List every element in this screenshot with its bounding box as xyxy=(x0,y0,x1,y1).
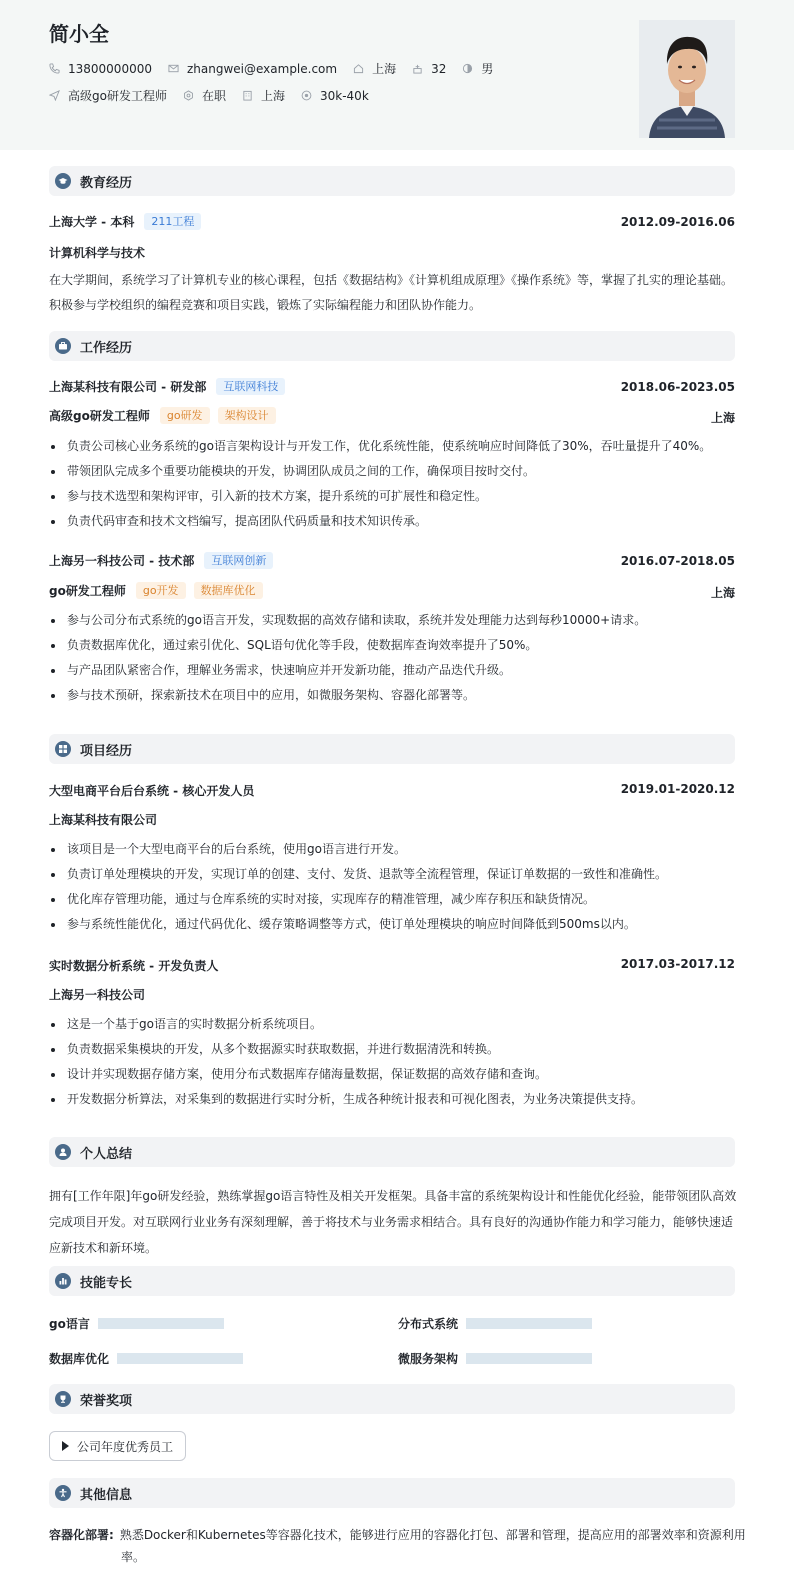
other-title: 其他信息 xyxy=(80,1487,133,1503)
work-section-header xyxy=(49,331,735,361)
grid-icon xyxy=(55,741,71,757)
skill-item xyxy=(398,1315,592,1332)
skill-level-bar xyxy=(466,1353,592,1364)
settings-icon xyxy=(183,90,194,101)
briefcase-icon xyxy=(55,338,71,354)
list-item: 参与技术预研，探索新技术在项目中的应用，如微服务架构、容器化部署等。 xyxy=(49,683,749,708)
building-icon xyxy=(242,90,253,101)
list-item: 负责订单处理模块的开发，实现订单的创建、支付、发货、退款等全流程管理，保证订单数据的一致性和准确性。 xyxy=(49,862,749,887)
work-skill-tag: go研发 xyxy=(160,407,210,424)
skill-level-bar xyxy=(117,1353,243,1364)
gender-icon xyxy=(462,63,473,74)
city-text: 上海 xyxy=(260,89,285,103)
project-date: 2019.01-2020.12 xyxy=(620,782,735,796)
phone-icon xyxy=(49,63,60,74)
education-school-row xyxy=(49,213,201,230)
mail-icon xyxy=(168,63,179,74)
send-icon xyxy=(49,90,60,101)
list-item: 参与系统性能优化，通过代码优化、缓存策略调整等方式，使订单处理模块的响应时间降低到500ms以内。 xyxy=(49,912,749,937)
resume-header xyxy=(0,0,794,150)
work-industry-tag: 互联网创新 xyxy=(204,552,273,569)
work-company-row xyxy=(49,552,273,569)
work-city: 上海 xyxy=(710,586,735,600)
age-text: 32 xyxy=(431,61,447,76)
list-item: 负责数据采集模块的开发，从多个数据源实时获取数据，并进行数据清洗和转换。 xyxy=(49,1037,749,1062)
gender-text: 男 xyxy=(481,62,494,76)
work-bullet-list xyxy=(49,434,749,534)
email-text: zhangwei@example.com xyxy=(186,61,338,76)
contact-row xyxy=(49,60,509,77)
other-info-row xyxy=(49,1524,749,1546)
position-text: 高级go研发工程师 xyxy=(68,89,167,103)
work-role-row xyxy=(49,407,276,424)
age-item xyxy=(412,62,446,76)
summary-line: 完成项目开发。对互联网行业业务有深刻理解，善于将技术与业务需求相结合。具有良好的沟通协作能力和学习能力，能够快速适 xyxy=(49,1215,734,1229)
trophy-icon xyxy=(55,1391,71,1407)
skills-section-header xyxy=(49,1266,735,1296)
email-item xyxy=(168,62,337,76)
skill-name: 分布式系统 xyxy=(398,1317,459,1331)
awards-section-header xyxy=(49,1384,735,1414)
education-tag: 211工程 xyxy=(144,213,201,230)
graduation-cap-icon xyxy=(55,173,71,189)
gender-item xyxy=(462,60,493,77)
project-date: 2017.03-2017.12 xyxy=(620,957,735,971)
home-icon xyxy=(353,63,364,74)
location-item xyxy=(353,60,396,77)
project-title: 大型电商平台后台系统 - 核心开发人员 xyxy=(49,784,255,798)
skill-level-fill xyxy=(98,1318,224,1329)
education-description xyxy=(49,268,749,318)
list-item: 这是一个基于go语言的实时数据分析系统项目。 xyxy=(49,1012,749,1037)
skill-item xyxy=(49,1315,224,1332)
work-date: 2016.07-2018.05 xyxy=(620,554,735,568)
list-item: 带领团队完成多个重要功能模块的开发，协调团队成员之间的工作，确保项目按时交付。 xyxy=(49,459,749,484)
work-company-row xyxy=(49,378,285,395)
skill-level-bar xyxy=(466,1318,592,1329)
work-bullet-list xyxy=(49,608,749,708)
skill-name: 微服务架构 xyxy=(398,1352,459,1366)
education-desc-line: 在大学期间，系统学习了计算机专业的核心课程，包括《数据结构》《计算机组成原理》《操作系统》等，掌握了扎实的理论基础。 xyxy=(49,273,734,287)
other-info-text-cont: 率。 xyxy=(121,1550,146,1564)
work-skill-tag: 数据库优化 xyxy=(194,582,263,599)
work-skill-tag: 架构设计 xyxy=(218,407,276,424)
location-text: 上海 xyxy=(372,62,397,76)
other-info-block xyxy=(49,1524,749,1568)
list-item: 负责数据库优化，通过索引优化、SQL语句优化等手段，使数据库查询效率提升了50%。 xyxy=(49,633,749,658)
candidate-name: 简小全 xyxy=(49,22,109,46)
list-item: 参与公司分布式系统的go语言开发，实现数据的高效存储和读取，系统并发处理能力达到每秒10000+请求。 xyxy=(49,608,749,633)
skill-item xyxy=(49,1350,243,1367)
city-item xyxy=(242,87,285,104)
list-item: 设计并实现数据存储方案，使用分布式数据库存储海量数据，保证数据的高效存储和查询。 xyxy=(49,1062,749,1087)
user-icon xyxy=(55,1144,71,1160)
skill-level-fill xyxy=(117,1353,243,1364)
phone-item xyxy=(49,62,152,76)
work-date: 2018.06-2023.05 xyxy=(620,380,735,394)
list-item: 开发数据分析算法，对采集到的数据进行实时分析，生成各种统计报表和可视化图表，为业务决策提供支持。 xyxy=(49,1087,749,1112)
accessibility-icon xyxy=(55,1485,71,1501)
education-section-header xyxy=(49,166,735,196)
work-company: 上海某科技有限公司 - 研发部 xyxy=(49,380,207,394)
work-city: 上海 xyxy=(710,411,735,425)
skill-name: go语言 xyxy=(49,1317,90,1331)
money-icon xyxy=(301,90,312,101)
work-role-row xyxy=(49,582,263,599)
cake-icon xyxy=(412,63,423,74)
skill-name: 数据库优化 xyxy=(49,1352,110,1366)
summary-title: 个人总结 xyxy=(80,1146,133,1162)
work-company: 上海另一科技公司 - 技术部 xyxy=(49,554,195,568)
summary-text xyxy=(49,1183,749,1261)
status-item xyxy=(183,87,226,104)
project-title: 实时数据分析系统 - 开发负责人 xyxy=(49,959,219,973)
work-role: 高级go研发工程师 xyxy=(49,409,150,423)
education-date: 2012.09-2016.06 xyxy=(620,215,735,229)
education-school: 上海大学 - 本科 xyxy=(49,215,135,229)
list-item: 负责代码审查和技术文档编写，提高团队代码质量和技术知识传承。 xyxy=(49,509,749,534)
awards-title: 荣誉奖项 xyxy=(80,1393,133,1409)
project-bullet-list xyxy=(49,1012,749,1112)
summary-line: 拥有[工作年限]年go研发经验，熟练掌握go语言特性及相关开发框架。具备丰富的系统架构设计和性能优化经验，能带领团队高效 xyxy=(49,1189,737,1203)
salary-text: 30k-40k xyxy=(320,88,369,103)
projects-section-header xyxy=(49,734,735,764)
phone-text: 13800000000 xyxy=(68,61,152,76)
work-industry-tag: 互联网科技 xyxy=(216,378,285,395)
award-item[interactable] xyxy=(49,1431,186,1461)
list-item: 该项目是一个大型电商平台的后台系统，使用go语言进行开发。 xyxy=(49,837,749,862)
projects-title: 项目经历 xyxy=(80,743,133,759)
skill-level-fill xyxy=(466,1353,592,1364)
list-item: 与产品团队紧密合作，理解业务需求，快速响应并开发新功能，推动产品迭代升级。 xyxy=(49,658,749,683)
status-text: 在职 xyxy=(201,89,226,103)
position-item xyxy=(49,87,167,104)
work-skill-tag: go开发 xyxy=(136,582,186,599)
award-label: 公司年度优秀员工 xyxy=(77,1439,174,1454)
project-bullet-list xyxy=(49,837,749,937)
education-desc-line: 积极参与学校组织的编程竞赛和项目实践，锻炼了实际编程能力和团队协作能力。 xyxy=(49,298,482,312)
salary-item xyxy=(301,89,369,103)
skills-title: 技能专长 xyxy=(80,1275,133,1291)
other-section-header xyxy=(49,1478,735,1508)
list-item: 参与技术选型和架构评审，引入新的技术方案，提升系统的可扩展性和稳定性。 xyxy=(49,484,749,509)
other-info-text: 熟悉Docker和Kubernetes等容器化技术，能够进行应用的容器化打包、部署和管理，提高应用的部署效率和资源利用 xyxy=(119,1528,746,1542)
summary-line: 应新技术和新环境。 xyxy=(49,1241,158,1255)
project-company: 上海另一科技公司 xyxy=(49,988,146,1002)
other-info-label: 容器化部署: xyxy=(49,1528,114,1542)
project-company: 上海某科技有限公司 xyxy=(49,813,158,827)
education-title: 教育经历 xyxy=(80,175,133,191)
education-major: 计算机科学与技术 xyxy=(49,246,146,260)
bar-chart-icon xyxy=(55,1273,71,1289)
work-role: go研发工程师 xyxy=(49,584,126,598)
list-item: 负责公司核心业务系统的go语言架构设计与开发工作，优化系统性能，使系统响应时间降低了30%，吞吐量提升了40%。 xyxy=(49,434,749,459)
work-title: 工作经历 xyxy=(80,340,133,356)
skill-item xyxy=(398,1350,592,1367)
skill-level-fill xyxy=(466,1318,592,1329)
skill-level-bar xyxy=(98,1318,224,1329)
summary-section-header xyxy=(49,1137,735,1167)
profile-photo xyxy=(639,20,735,138)
play-icon xyxy=(62,1441,69,1451)
list-item: 优化库存管理功能，通过与仓库系统的实时对接，实现库存的精准管理，减少库存积压和缺货情况。 xyxy=(49,887,749,912)
job-row xyxy=(49,87,385,104)
